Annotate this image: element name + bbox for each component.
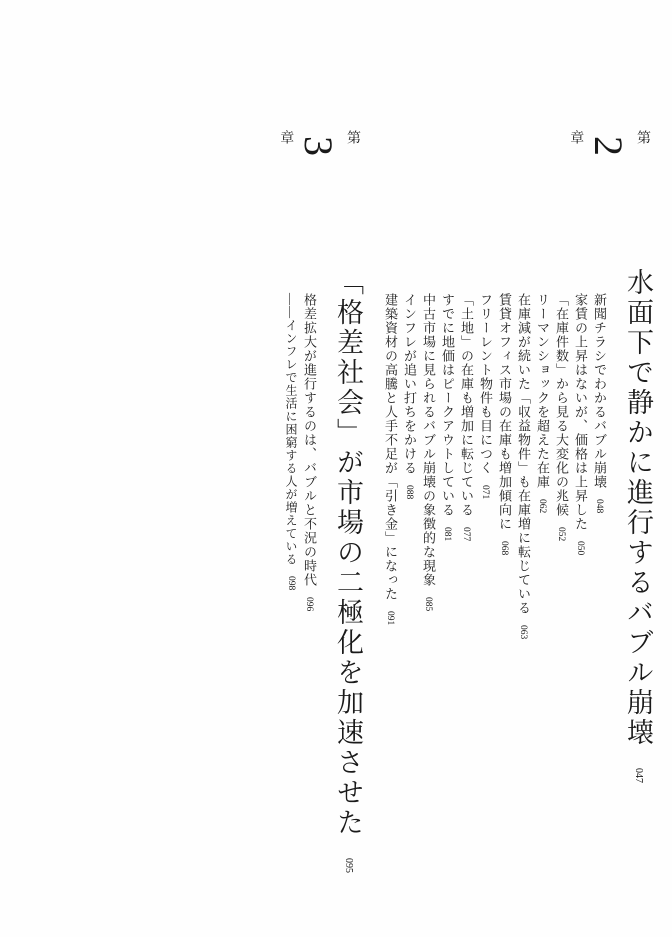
toc-entry-page: 081 xyxy=(442,527,452,542)
toc-entry[interactable] xyxy=(552,293,570,542)
toc-entry-page: 050 xyxy=(575,541,585,556)
toc-entry[interactable] xyxy=(571,293,589,556)
toc-entry[interactable] xyxy=(419,293,437,612)
toc-entry-page: 085 xyxy=(423,597,433,612)
chapter-2-number: 2 xyxy=(586,136,632,157)
toc-entry[interactable] xyxy=(495,293,513,556)
chapter-2-title-text: 水面下で静かに進行するバブル崩壊 xyxy=(623,268,653,748)
toc-entry-text: フリーレント物件も目につく xyxy=(478,293,493,475)
toc-entry-page: 062 xyxy=(537,499,547,514)
toc-entry-text: 賃貸オフィス市場の在庫も増加傾向に xyxy=(497,293,512,531)
toc-entry-page: 091 xyxy=(385,611,395,626)
toc-entry-page: 052 xyxy=(556,527,566,542)
chapter-3-title-text: 「格差社会」が市場の二極化を加速させた xyxy=(333,268,363,838)
toc-entry-text: インフレが追い打ちをかける xyxy=(402,293,417,475)
toc-entry[interactable] xyxy=(590,293,608,514)
toc-entry[interactable] xyxy=(283,293,299,590)
toc-entry-text: 格差拡大が進行するのは、バブルと不況の時代 xyxy=(302,293,317,587)
toc-entry-page: 098 xyxy=(286,576,296,591)
toc-entry-page: 071 xyxy=(480,485,490,500)
chapter-3-label-prefix: 第 xyxy=(345,130,360,145)
toc-entry-page: 063 xyxy=(518,625,528,640)
toc-entry[interactable] xyxy=(381,293,399,626)
chapter-block-2 xyxy=(382,0,672,937)
toc-entry-text: 中古市場に見られるバブル崩壊の象徴的な現象 xyxy=(421,293,436,587)
toc-entry-page: 096 xyxy=(304,597,314,612)
toc-entry[interactable] xyxy=(533,293,551,514)
chapter-2-label xyxy=(566,130,650,161)
chapter-2-title-page: 047 xyxy=(633,767,644,783)
chapter-block-3 xyxy=(92,0,382,937)
toc-entry-text: リーマンショックを超えた在庫 xyxy=(535,293,550,489)
toc-entry[interactable] xyxy=(400,293,418,500)
chapter-2-label-prefix: 第 xyxy=(635,130,650,145)
toc-entry-text: 「土地」の在庫も増加に転じている xyxy=(459,293,474,517)
chapter-3-title-page: 095 xyxy=(343,857,354,873)
toc-entry[interactable] xyxy=(438,293,456,542)
toc-entry[interactable] xyxy=(514,293,532,640)
toc-entry-text: 新聞チラシでわかるバブル崩壊 xyxy=(592,293,607,489)
chapter-2-title[interactable] xyxy=(620,268,654,783)
toc-entry[interactable] xyxy=(300,293,318,612)
toc-entry-page: 088 xyxy=(404,485,414,500)
chapter-2-label-suffix: 章 xyxy=(568,130,584,145)
toc-entry-page: 048 xyxy=(594,499,604,514)
chapter-3-title[interactable] xyxy=(330,268,364,873)
toc-entry-text: ――インフレで生活に困窮する人が増えている xyxy=(284,293,298,566)
toc-entry[interactable] xyxy=(457,293,475,542)
toc-entry-page: 077 xyxy=(461,527,471,542)
toc-entry-text: 家賃の上昇はないが、価格は上昇した xyxy=(573,293,588,531)
chapter-3-label xyxy=(276,130,360,161)
toc-entry[interactable] xyxy=(476,293,494,500)
chapter-3-label-suffix: 章 xyxy=(278,130,294,145)
chapter-3-number: 3 xyxy=(296,136,342,157)
toc-entry-page: 068 xyxy=(499,541,509,556)
toc-entry-text: 「在庫件数」から見る大変化の兆候 xyxy=(554,293,569,517)
toc-entry-text: 在庫減が続いた「収益物件」も在庫増に転じている xyxy=(516,293,531,615)
toc-entry-text: 建築資材の高騰と人手不足が「引き金」になった xyxy=(383,293,398,601)
toc-entry-text: すでに地価はピークアウトしている xyxy=(440,293,455,517)
